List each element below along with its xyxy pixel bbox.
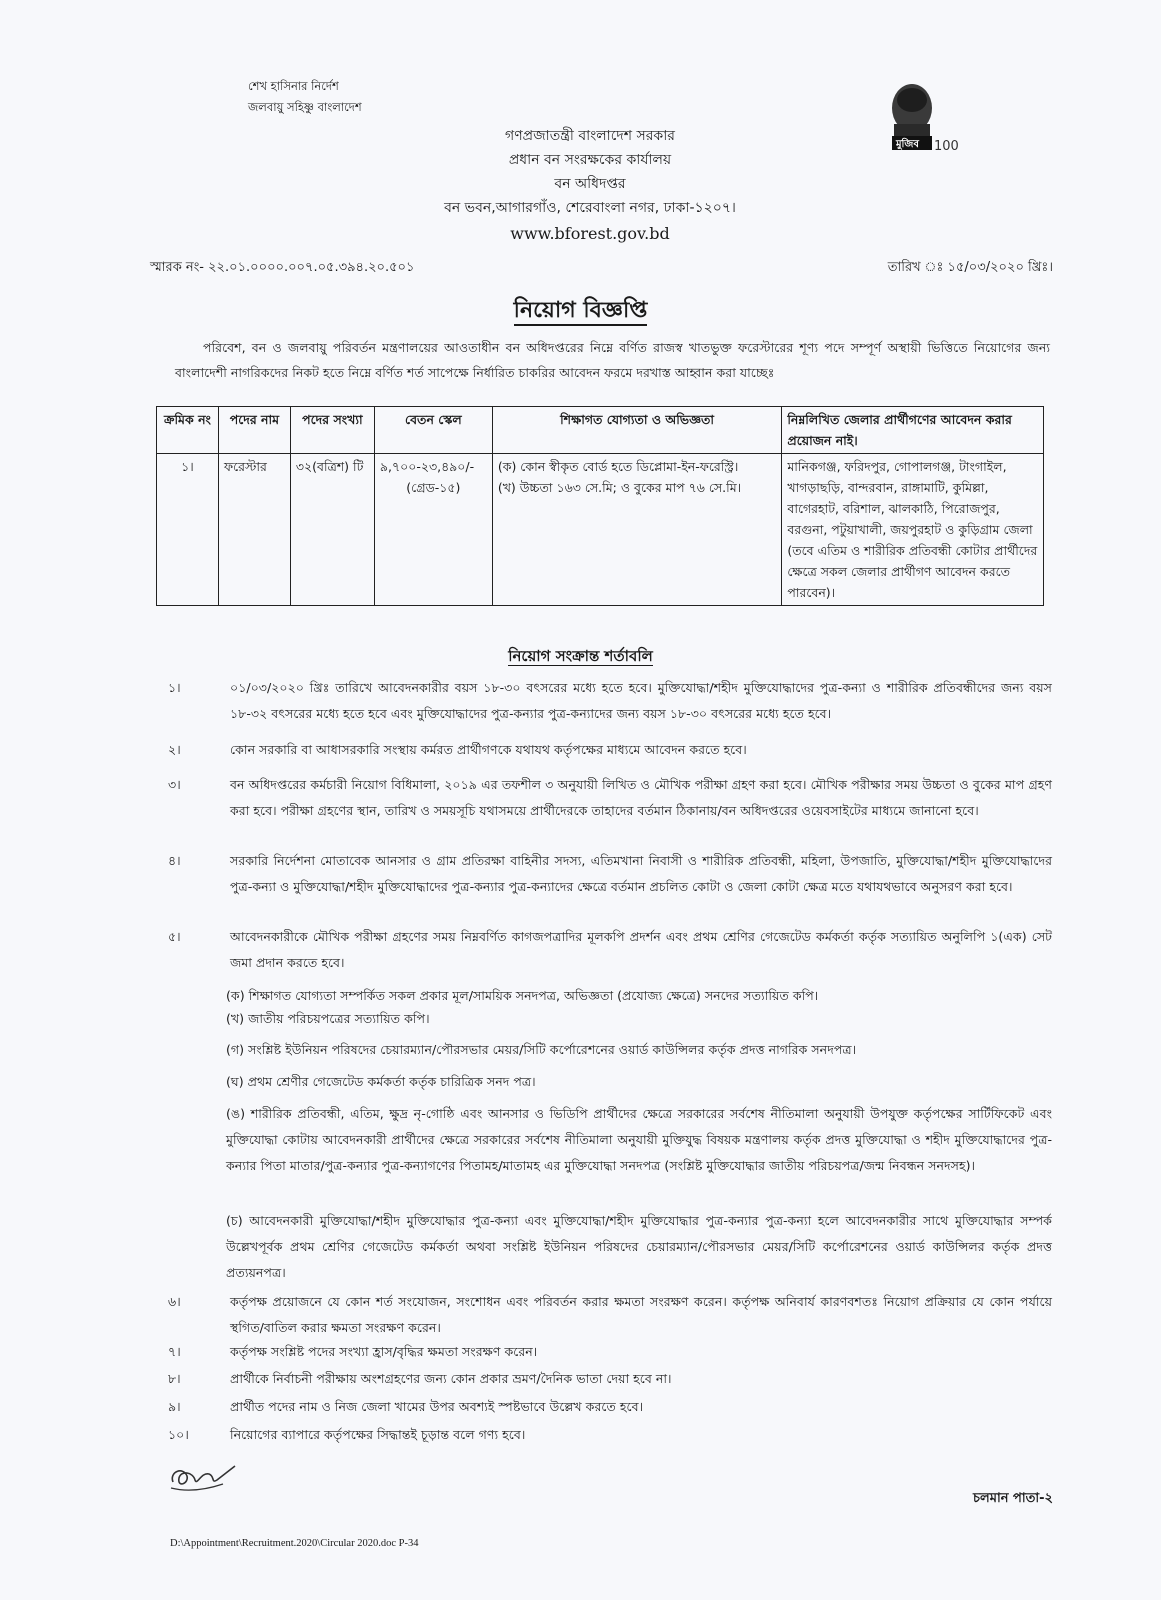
term-number: ৮। — [168, 1371, 181, 1386]
office-name: প্রধান বন সংরক্ষকের কার্যালয় — [508, 152, 672, 168]
cell-count: ৩২(বত্রিশ) টি — [290, 454, 374, 606]
term-text: কর্তৃপক্ষ প্রয়োজনে যে কোন শর্ত সংযোজন, সংশোধন এবং পরিবর্তন করার ক্ষমতা সংরক্ষণ করেন। কর্তৃপক্ষ অনিবার্য কারণবশতঃ নিয়োগ প্রক্রিয়ার যে কোন পর্যায়ে স্থগিত/বাতিল করার ক্ষমতা সংরক্ষণ করেন। — [230, 1294, 1052, 1335]
document-item: (ক) শিক্ষাগত যোগ্যতা সম্পর্কিত সকল প্রকার মূল/সাময়িক সনদপত্র, অভিজ্ঞতা (প্রযোজ্য ক্ষেত্রে) সনদের সত্যায়িত কপি। — [226, 988, 819, 1003]
term-number: ১০। — [168, 1427, 189, 1442]
term-number: ৫। — [168, 929, 181, 944]
department-name: বন অধিদপ্তর — [554, 176, 626, 192]
file-path-footer: D:\Appointment\Recruitment.2020\Circular 2020.doc P-34 — [170, 1538, 419, 1549]
memo-reference: স্মারক নং- ২২.০১.০০০০.০০৭.০৫.৩৯৪.২০.৫০১ — [150, 260, 415, 275]
term-text: আবেদনকারীকে মৌখিক পরীক্ষা গ্রহণের সময় নিম্নবর্ণিত কাগজপত্রাদির মূলকপি প্রদর্শন এবং প্রথম শ্রেণির গেজেটেড কর্মকর্তা কর্তৃক সত্যায়িত অনুলিপি ১(এক) সেট জমা প্রদান করতে হবে। — [230, 929, 1052, 970]
term-item — [168, 1366, 1052, 1392]
motto-line-2: জলবায়ু সহিষ্ণু বাংলাদেশ — [248, 100, 362, 114]
term-item — [168, 737, 1052, 763]
term-number: ৭। — [168, 1344, 181, 1359]
cell-serial: ১। — [157, 454, 219, 606]
term-item — [168, 1289, 1052, 1341]
term-item — [168, 772, 1052, 824]
term-number: ১। — [168, 680, 181, 695]
term-item — [168, 675, 1052, 727]
qualification-1: (ক) কোন স্বীকৃত বোর্ড হতে ডিপ্লোমা-ইন-ফরেস্ট্রি। — [497, 459, 739, 474]
qualification-2: (খ) উচ্চতা ১৬৩ সে.মি; ও বুকের মাপ ৭৬ সে.মি। — [497, 480, 742, 495]
government-name: গণপ্রজাতন্ত্রী বাংলাদেশ সরকার — [505, 128, 675, 144]
document-item: (গ) সংশ্লিষ্ট ইউনিয়ন পরিষদের চেয়ারম্যান/পৌরসভার মেয়র/সিটি কর্পোরেশনের ওয়ার্ড কাউন্সিলর কর্তৃক প্রদত্ত নাগরিক সনদপত্র। — [226, 1042, 857, 1057]
cell-scale — [374, 454, 492, 606]
term-text: ০১/০৩/২০২০ খ্রিঃ তারিখে আবেদনকারীর বয়স ১৮-৩০ বৎসরের মধ্যে হতে হবে। মুক্তিযোদ্ধা/শহীদ মুক্তিযোদ্ধাদের পুত্র-কন্যা ও শারীরিক প্রতিবন্ধীদের জন্য বয়স ১৮-৩২ বৎসরের মধ্যে হতে হবে এবং মুক্তিযোদ্ধাদের পুত্র-কন্যার পুত্র-কন্যাদের জন্য বয়স ১৮-৩০ বৎসরের মধ্যে হতে হবে। — [230, 680, 1052, 721]
continued-page-note: চলমান পাতা-২ — [973, 1491, 1053, 1506]
term-number: ৩। — [168, 777, 181, 792]
cell-qualification — [492, 454, 782, 606]
term-text: সরকারি নির্দেশনা মোতাবেক আনসার ও গ্রাম প্রতিরক্ষা বাহিনীর সদস্য, এতিমখানা নিবাসী ও শারীরিক প্রতিবন্ধী, মহিলা, উপজাতি, মুক্তিযোদ্ধা/শহীদ মুক্তিযোদ্ধাদের পুত্র-কন্যা ও মুক্তিযোদ্ধা/শহীদ মুক্তিযোদ্ধাদের পুত্র-কন্যার পুত্র-কন্যাদের ক্ষেত্রে বর্তমান প্রচলিত কোটা ও জেলা কোটা ক্ষেত্র মতে যথাযথভাবে অনুসরণ করা হবে। — [230, 853, 1052, 894]
col-post-name: পদের নাম — [218, 407, 290, 454]
table-row — [157, 454, 1044, 606]
term-number: ৯। — [168, 1399, 181, 1414]
signature-icon — [165, 1458, 245, 1498]
terms-title: নিয়োগ সংক্রান্ত শর্তাবলি — [508, 647, 653, 665]
term-text: কোন সরকারি বা আধাসরকারি সংস্থায় কর্মরত প্রার্থীগণকে যথাযথ কর্তৃপক্ষের মাধ্যমে আবেদন করতে হবে। — [230, 742, 747, 757]
memo-date: তারিখ ঃ ১৫/০৩/২০২০ খ্রিঃ। — [887, 260, 1053, 275]
term-number: ৪। — [168, 853, 181, 868]
vacancy-table — [156, 406, 1044, 606]
term-item — [168, 1422, 1052, 1448]
term-text: কর্তৃপক্ষ সংশ্লিষ্ট পদের সংখ্যা হ্রাস/বৃদ্ধির ক্ষমতা সংরক্ষণ করেন। — [230, 1344, 538, 1359]
col-qualification: শিক্ষাগত যোগ্যতা ও অভিজ্ঞতা — [492, 407, 782, 454]
mujib-100-logo-icon — [878, 74, 958, 160]
term-number: ৬। — [168, 1294, 181, 1309]
col-pay-scale: বেতন স্কেল — [374, 407, 492, 454]
col-post-count: পদের সংখ্যা — [290, 407, 374, 454]
table-header-row — [157, 407, 1044, 454]
motto-line-1: শেখ হাসিনার নির্দেশ — [248, 79, 339, 93]
terms-title-block — [0, 645, 1161, 670]
cell-post: ফরেস্টার — [218, 454, 290, 606]
term-number: ২। — [168, 742, 181, 757]
office-header — [380, 124, 800, 246]
term-text: বন অধিদপ্তরের কর্মচারী নিয়োগ বিধিমালা, ২০১৯ এর তফশীল ৩ অনুযায়ী লিখিত ও মৌখিক পরীক্ষা গ্রহণ করা হবে। মৌখিক পরীক্ষার সময় উচ্চতা ও বুকের মাপ গ্রহণ করা হবে। পরীক্ষা গ্রহণের স্থান, তারিখ ও সময়সূচি যথাসময়ে প্রার্থীদেরকে তাহাদের বর্তমান ঠিকানায়/বন অধিদপ্তরের ওয়েবসাইটের মাধ্যমে জানানো হবে। — [230, 777, 1052, 818]
term-item — [168, 1394, 1052, 1420]
pay-scale: ৯,৭০০-২৩,৪৯০/- — [379, 459, 475, 474]
term-item — [168, 924, 1052, 976]
term-text: প্রার্থীত পদের নাম ও নিজ জেলা খামের উপর অবশ্যই স্পষ্টভাবে উল্লেখ করতে হবে। — [230, 1399, 644, 1414]
document-item: (ঘ) প্রথম শ্রেণীর গেজেটেড কর্মকর্তা কর্তৃক চারিত্রিক সনদ পত্র। — [226, 1074, 536, 1089]
document-item: (চ) আবেদনকারী মুক্তিযোদ্ধা/শহীদ মুক্তিযোদ্ধার পুত্র-কন্যা এবং মুক্তিযোদ্ধা/শহীদ মুক্তিযোদ্ধার পুত্র-কন্যার পুত্র-কন্যা হলে আবেদনকারীর সাথে মুক্তিযোদ্ধার সম্পর্ক উল্লেখপূর্বক প্রথম শ্রেণির গেজেটেড কর্মকর্তা অথবা সংশ্লিষ্ট ইউনিয়ন পরিষদের চেয়ারম্যান/পৌরসভার মেয়র/সিটি কর্পোরেশনের ওয়ার্ড কাউন্সিলর কর্তৃক প্রদত্ত প্রত্যয়নপত্র। — [226, 1213, 1052, 1280]
term-item — [168, 848, 1052, 900]
emblem-years: 100 — [934, 139, 958, 154]
term-text: নিয়োগের ব্যাপারে কর্তৃপক্ষের সিদ্ধান্তই চূড়ান্ত বলে গণ্য হবে। — [230, 1427, 526, 1442]
col-serial: ক্রমিক নং — [157, 407, 219, 454]
notice-title: নিয়োগ বিজ্ঞপ্তি — [514, 298, 648, 326]
col-excluded-districts: নিম্নলিখিত জেলার প্রার্থীগণের আবেদন করার প্রয়োজন নাই। — [782, 407, 1044, 454]
term-item — [168, 1339, 1052, 1365]
intro-paragraph: পরিবেশ, বন ও জলবায়ু পরিবর্তন মন্ত্রণালয়ের আওতাধীন বন অধিদপ্তরের নিম্নে বর্ণিত রাজস্ব খাতভুক্ত ফরেস্টারের শূণ্য পদে সম্পূর্ণ অস্থায়ী ভিত্তিতে নিয়োগের জন্য বাংলাদেশী নাগরিকদের নিকট হতে নিম্নে বর্ণিত শর্ত সাপেক্ষে নির্ধারিত চাকরির আবেদন ফরমে দরখাস্ত আহ্বান করা যাচ্ছেঃ — [175, 340, 1050, 380]
term-text: প্রার্থীকে নির্বাচনী পরীক্ষায় অংশগ্রহণের জন্য কোন প্রকার ভ্রমণ/দৈনিক ভাতা দেয়া হবে না। — [230, 1371, 672, 1386]
office-address: বন ভবন,আগারগাঁও, শেরেবাংলা নগর, ঢাকা-১২০৭। — [444, 200, 736, 216]
emblem-label: মুজিব — [896, 139, 919, 150]
motto-block — [248, 76, 362, 118]
pay-grade: (গ্রেড-১৫) — [406, 480, 461, 495]
document-item: (ঙ) শারীরিক প্রতিবন্ধী, এতিম, ক্ষুদ্র নৃ-গোষ্ঠি এবং আনসার ও ভিডিপি প্রার্থীদের ক্ষেত্রে সরকারের সর্বশেষ নীতিমালা অনুযায়ী উপযুক্ত কর্তৃপক্ষের সার্টিফিকেট এবং মুক্তিযোদ্ধা কোটায় আবেদনকারী প্রার্থীদের ক্ষেত্রে সরকারের সর্বশেষ নীতিমালা অনুযায়ী মুক্তিযুদ্ধ বিষয়ক মন্ত্রণালয় কর্তৃক প্রদত্ত মুক্তিযোদ্ধা ও শহীদ মুক্তিযোদ্ধাদের পুত্র-কন্যার পিতা মাতার/পুত্র-কন্যার পুত্র-কন্যাগণের পিতামহ/মাতামহ এর মুক্তিযোদ্ধা সনদপত্র (সংশ্লিষ্ট মুক্তিযোদ্ধার জাতীয় পরিচয়পত্র/জন্ম নিবন্ধন সনদসহ)। — [226, 1106, 1052, 1173]
cell-districts: মানিকগঞ্জ, ফরিদপুর, গোপালগঞ্জ, টাংগাইল, খাগড়াছড়ি, বান্দরবান, রাঙ্গামাটি, কুমিল্লা, বাগেরহাট, বরিশাল, ঝালকাঠি, পিরোজপুর, বরগুনা, পটুয়াখালী, জয়পুরহাট ও কুড়িগ্রাম জেলা (তবে এতিম ও শারীরিক প্রতিবন্ধী কোটার প্রার্থীদের ক্ষেত্রে সকল জেলার প্রার্থীগণ আবেদন করতে পারবেন)। — [782, 454, 1044, 606]
document-item: (খ) জাতীয় পরিচয়পত্রের সত্যায়িত কপি। — [226, 1011, 430, 1026]
website-link[interactable]: www.bforest.gov.bd — [510, 224, 670, 243]
notice-title-block — [0, 293, 1161, 330]
